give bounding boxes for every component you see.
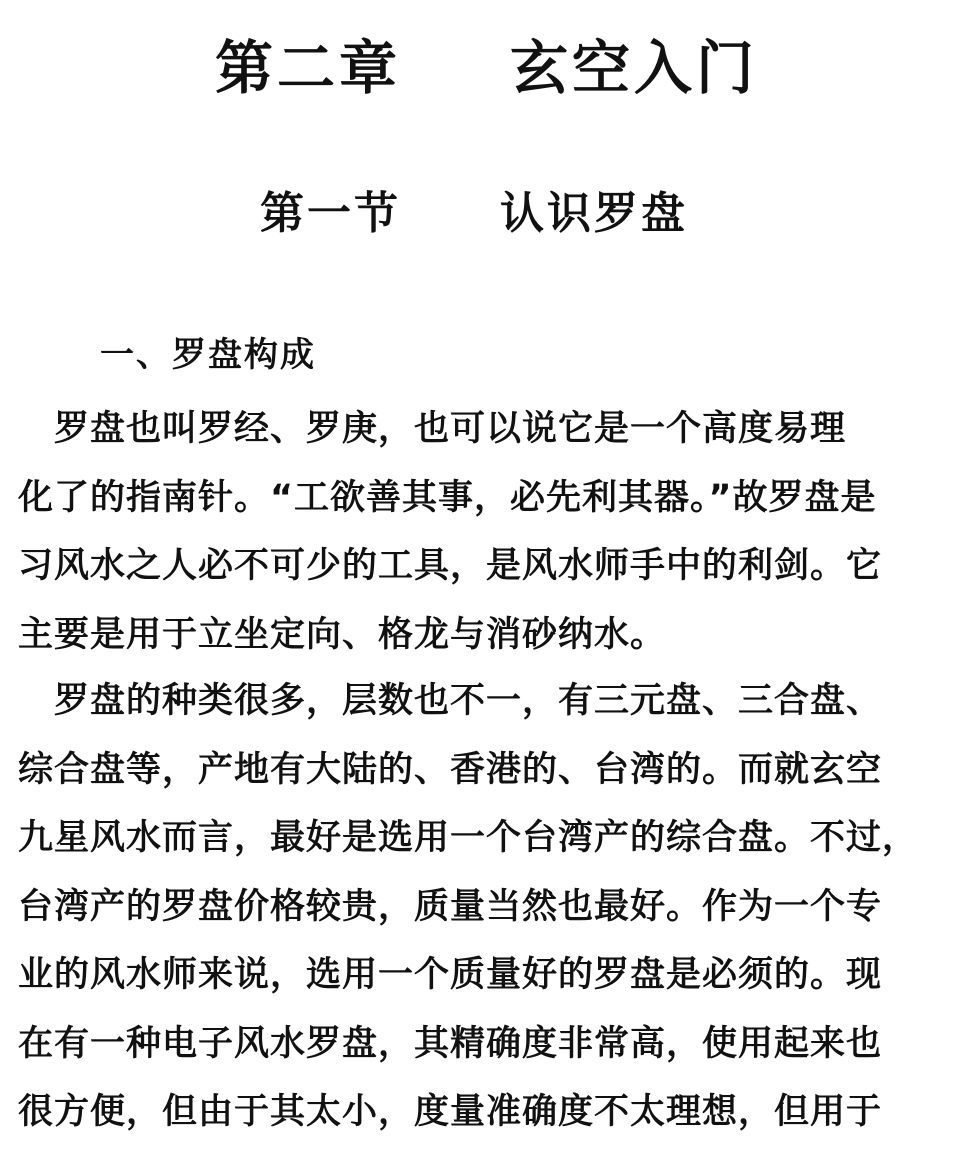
text-line: 罗盘也叫罗经、罗庚，也可以说它是一个高度易理 [18, 409, 847, 449]
text-line: 习风水之人必不可少的工具，是风水师手中的利剑。它 [18, 546, 883, 586]
text-line: 综合盘等，产地有大陆的、香港的、台湾的。而就玄空 [18, 749, 883, 790]
text-line: 化了的指南针。“工欲善其事，必先利其器。”故罗盘是 [18, 477, 877, 518]
text-line: 业的风水师来说，选用一个质量好的罗盘是必须的。现 [18, 955, 883, 995]
text-line: 在有一种电子风水罗盘，其精确度非常高，使用起来也 [18, 1023, 883, 1064]
paragraph-2 [18, 667, 942, 1147]
paragraph-1 [18, 395, 942, 669]
text-line: 台湾产的罗盘价格较贵，质量当然也最好。作为一个专 [18, 886, 883, 927]
subheading: 一、罗盘构成 [100, 335, 316, 375]
text-line: 罗盘的种类很多，层数也不一，有三元盘、三合盘、 [18, 681, 883, 721]
text-line: 很方便，但由于其太小，度量准确度不太理想，但用于 [18, 1092, 883, 1132]
section-number: 第一节 [260, 188, 401, 239]
chapter-name: 玄空入门 [510, 34, 759, 102]
chapter-number: 第二章 [215, 34, 402, 102]
chapter-title [0, 28, 960, 108]
section-title [0, 182, 960, 246]
text-line: 主要是用于立坐定向、格龙与消砂纳水。 [18, 614, 667, 655]
text-line: 九星风水而言，最好是选用一个台湾产的综合盘。不过， [18, 818, 919, 858]
section-name: 认识罗盘 [500, 188, 688, 239]
